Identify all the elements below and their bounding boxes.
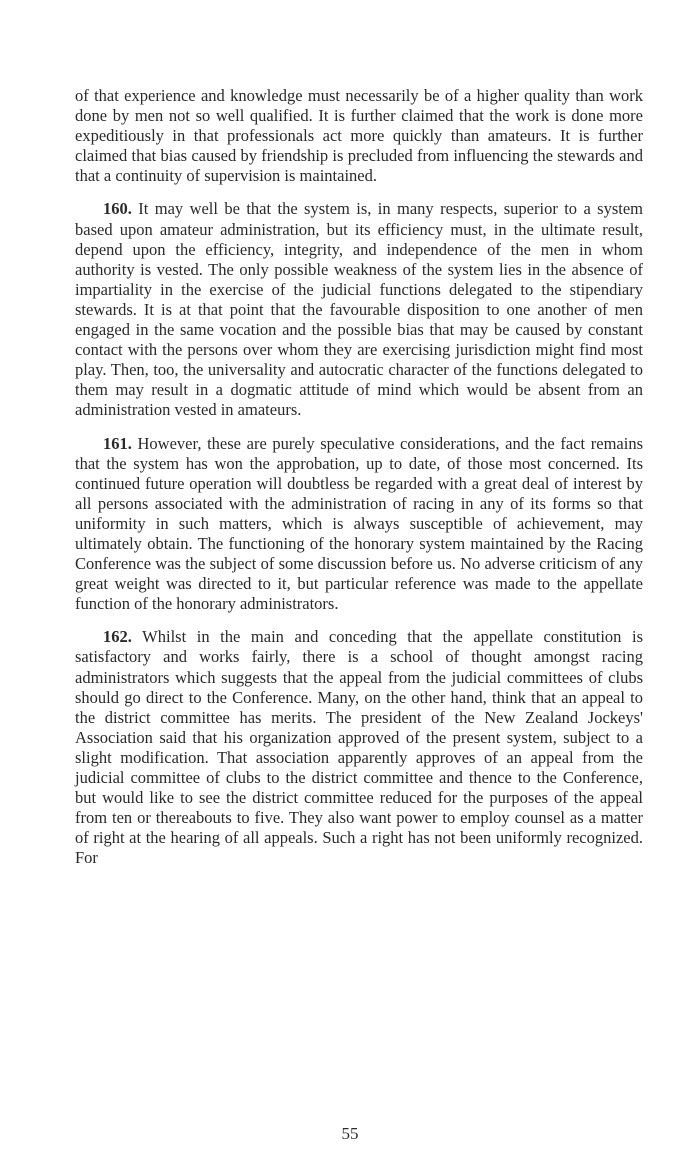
paragraph-text: It may well be that the system is, in many respects, superior to a system based upon amateur administration, but its efficiency must, in the ultimate result, depend upon the efficiency, integrity, and independence of the men in whom authority is vested. The only possible weakness of the system lies in the absence of impartiality in the exercise of the judicial functions delegated to the stipendiary stewards. It is at that point that the favourable disposition to one another of men engaged in the same vocation and the possible bias that may be caused by constant contact with the persons over whom they are exercising jurisdiction might find most play. Then, too, the universality and autocratic character of the functions delegated to them may result in a dogmatic attitude of mind which would be absent from an administration vested in amateurs.	[75, 199, 644, 420]
paragraph-text: Whilst in the main and conceding that the appellate constitution is satisfactory and works fairly, there is a school of thought amongst racing administrators which suggests that the appeal from the judicial committees of clubs should go direct to the Conference. Many, on the other hand, think that an appeal to the district committee has merits. The president of the New Zealand Jockeys' Association said that his organization approved of the present system, subject to a slight modification. That association apparently approves of an appeal from the judicial committee of clubs to the district committee and thence to the Conference, but would like to see the district committee reduced for the purposes of the appeal from ten or thereabouts to five. They also want power to employ counsel as a matter of right at the hearing of all appeals. Such a right has not been uniformly recognized. For	[75, 627, 644, 868]
document-body	[75, 86, 643, 881]
paragraph-number: 162.	[103, 627, 132, 647]
paragraph-continuation	[75, 86, 643, 186]
paragraph-number: 161.	[103, 433, 132, 453]
paragraph-160	[75, 199, 643, 420]
paragraph-161	[75, 434, 643, 615]
paragraph-text: However, these are purely speculative considerations, and the fact remains that the system has won the approbation, up to date, of those most concerned. Its continued future operation will doubtless be regarded with a great deal of interest by all persons associated with the administration of racing in any of its forms so that uniformity in such matters, which is always susceptible of achievement, may ultimately obtain. The functioning of the honorary system maintained by the Racing Conference was the subject of some discussion before us. No adverse criticism of any great weight was directed to it, but particular reference was made to the appellate function of the honorary administrators.	[75, 433, 643, 614]
paragraph-text: of that experience and knowledge must necessarily be of a higher quality than work done by men not so well qualified. It is further claimed that the work is done more expeditiously in that professionals act more quickly than amateurs. It is further claimed that bias caused by friendship is precluded from influencing the stewards and that a continuity of supervision is maintained.	[75, 86, 643, 186]
paragraph-number: 160.	[103, 199, 132, 219]
page-number: 55	[341, 1124, 359, 1143]
paragraph-162	[75, 627, 643, 868]
